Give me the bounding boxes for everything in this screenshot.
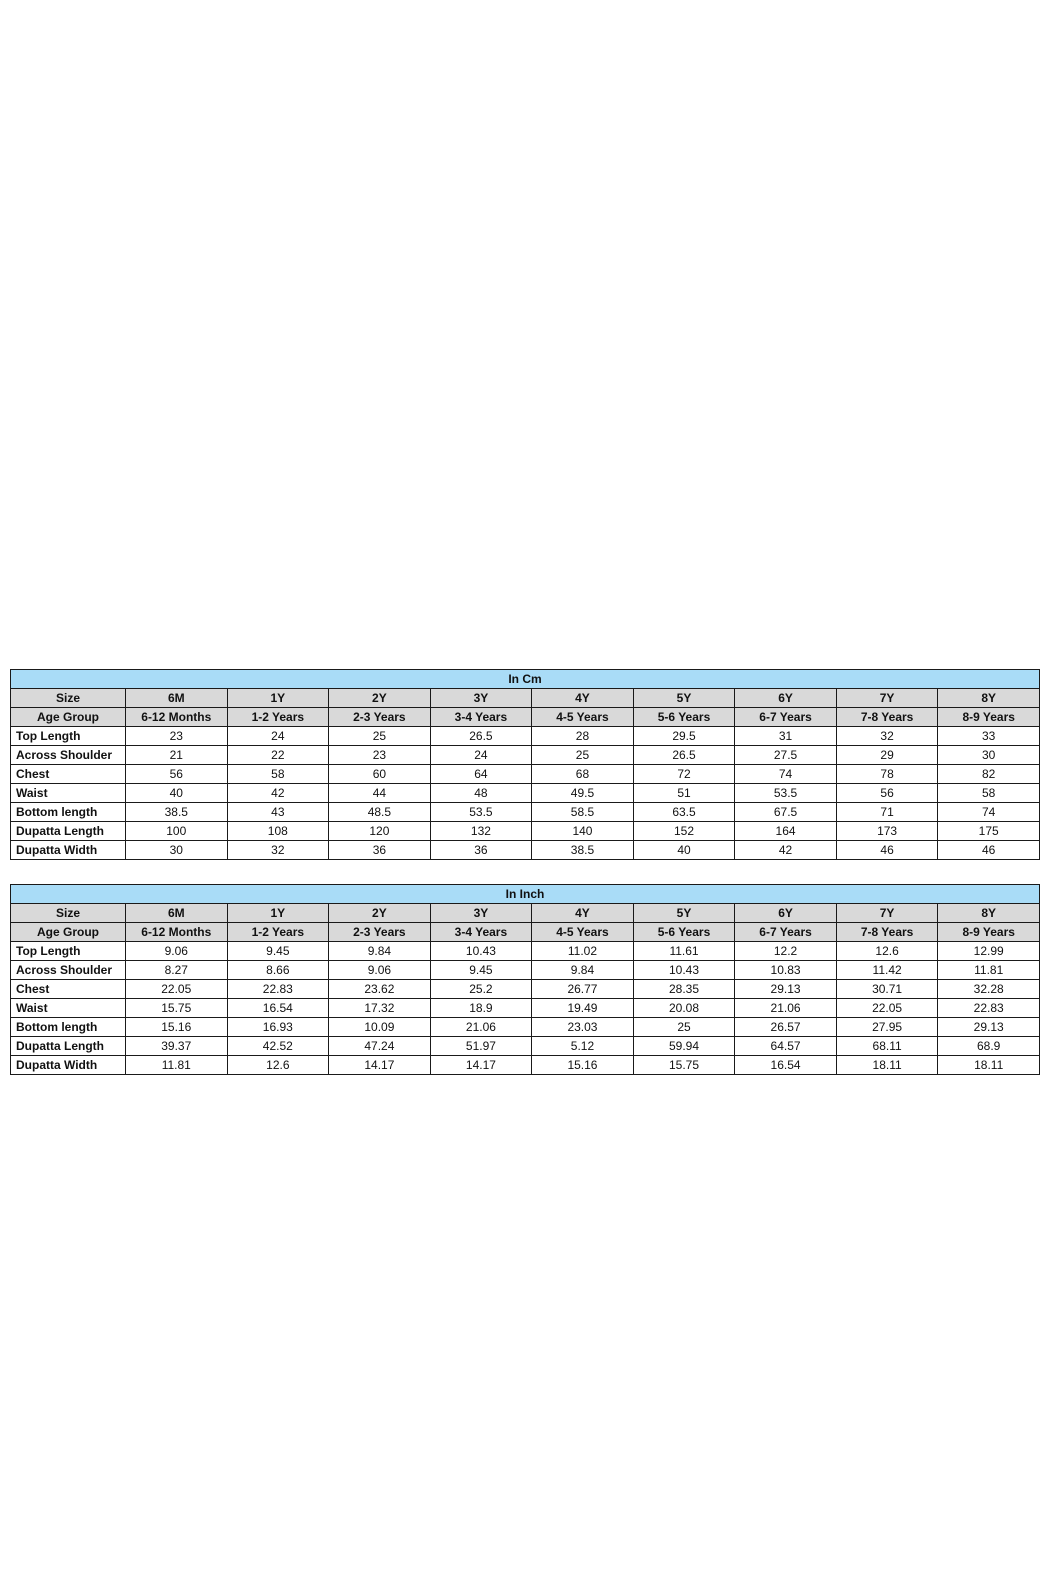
table-cell: 14.17 [329, 1056, 431, 1075]
table-cell: 23.03 [532, 1018, 634, 1037]
table-cell: 39.37 [126, 1037, 228, 1056]
age-group-cell: 1-2 Years [227, 708, 329, 727]
age-group-cell: 4-5 Years [532, 923, 634, 942]
row-label: Waist [11, 999, 126, 1018]
size-header-cell: 7Y [836, 904, 938, 923]
table-cell: 175 [938, 822, 1040, 841]
table-cell: 10.83 [735, 961, 837, 980]
table-cell: 21.06 [735, 999, 837, 1018]
table-cell: 9.84 [532, 961, 634, 980]
table-title: In Cm [11, 670, 1040, 689]
table-row-bottom-length [11, 1018, 1040, 1037]
size-header-cell: 2Y [329, 689, 431, 708]
table-cell: 29.13 [938, 1018, 1040, 1037]
size-header-cell: 8Y [938, 904, 1040, 923]
table-cell: 10.43 [633, 961, 735, 980]
table-cell: 22 [227, 746, 329, 765]
table-title: In Inch [11, 885, 1040, 904]
table-cell: 42 [735, 841, 837, 860]
row-label: Chest [11, 765, 126, 784]
size-chart-cm-table [10, 669, 1040, 860]
table-cell: 11.61 [633, 942, 735, 961]
table-cell: 152 [633, 822, 735, 841]
table-cell: 53.5 [735, 784, 837, 803]
table-cell: 21.06 [430, 1018, 532, 1037]
table-cell: 32.28 [938, 980, 1040, 999]
table-cell: 48 [430, 784, 532, 803]
table-cell: 25.2 [430, 980, 532, 999]
table-cell: 15.16 [532, 1056, 634, 1075]
table-cell: 11.81 [938, 961, 1040, 980]
table-cell: 22.83 [227, 980, 329, 999]
size-chart-inch-table [10, 884, 1040, 1075]
table-cell: 68 [532, 765, 634, 784]
table-cell: 11.42 [836, 961, 938, 980]
table-cell: 28.35 [633, 980, 735, 999]
table-cell: 32 [836, 727, 938, 746]
table-cell: 74 [938, 803, 1040, 822]
table-cell: 63.5 [633, 803, 735, 822]
table-cell: 100 [126, 822, 228, 841]
table-cell: 140 [532, 822, 634, 841]
table-cell: 21 [126, 746, 228, 765]
size-header-row [11, 904, 1040, 923]
age-group-cell: 6-7 Years [735, 708, 837, 727]
age-group-cell: 1-2 Years [227, 923, 329, 942]
row-label: Dupatta Width [11, 1056, 126, 1075]
size-header-cell: 6Y [735, 904, 837, 923]
table-cell: 36 [430, 841, 532, 860]
table-cell: 9.84 [329, 942, 431, 961]
table-cell: 53.5 [430, 803, 532, 822]
table-cell: 18.9 [430, 999, 532, 1018]
table-cell: 173 [836, 822, 938, 841]
row-label: Across Shoulder [11, 746, 126, 765]
table-cell: 15.16 [126, 1018, 228, 1037]
table-cell: 8.27 [126, 961, 228, 980]
age-group-cell: 5-6 Years [633, 923, 735, 942]
table-row-dupatta-width [11, 1056, 1040, 1075]
age-group-cell: 8-9 Years [938, 708, 1040, 727]
size-header-cell: 2Y [329, 904, 431, 923]
row-label: Dupatta Width [11, 841, 126, 860]
table-cell: 29.13 [735, 980, 837, 999]
size-header-cell: 5Y [633, 904, 735, 923]
table-cell: 12.6 [836, 942, 938, 961]
table-row-dupatta-length [11, 822, 1040, 841]
row-label: Top Length [11, 727, 126, 746]
table-cell: 5.12 [532, 1037, 634, 1056]
table-cell: 31 [735, 727, 837, 746]
size-header-cell: 4Y [532, 904, 634, 923]
size-header-cell: 8Y [938, 689, 1040, 708]
table-cell: 16.54 [735, 1056, 837, 1075]
table-cell: 46 [938, 841, 1040, 860]
table-cell: 19.49 [532, 999, 634, 1018]
age-group-cell: 2-3 Years [329, 923, 431, 942]
size-header-cell: 6M [126, 904, 228, 923]
age-group-cell: 6-7 Years [735, 923, 837, 942]
table-cell: 44 [329, 784, 431, 803]
table-cell: 67.5 [735, 803, 837, 822]
table-cell: 27.95 [836, 1018, 938, 1037]
table-cell: 9.06 [126, 942, 228, 961]
age-group-row [11, 923, 1040, 942]
table-cell: 17.32 [329, 999, 431, 1018]
table-cell: 78 [836, 765, 938, 784]
table-cell: 48.5 [329, 803, 431, 822]
table-cell: 38.5 [126, 803, 228, 822]
age-group-cell: 2-3 Years [329, 708, 431, 727]
table-cell: 29.5 [633, 727, 735, 746]
table-cell: 40 [633, 841, 735, 860]
table-cell: 58 [227, 765, 329, 784]
table-cell: 30.71 [836, 980, 938, 999]
table-cell: 26.5 [430, 727, 532, 746]
age-group-cell: 8-9 Years [938, 923, 1040, 942]
table-cell: 27.5 [735, 746, 837, 765]
table-cell: 30 [938, 746, 1040, 765]
row-label: Top Length [11, 942, 126, 961]
table-cell: 10.43 [430, 942, 532, 961]
row-label: Waist [11, 784, 126, 803]
table-cell: 26.77 [532, 980, 634, 999]
age-group-cell: 7-8 Years [836, 708, 938, 727]
table-cell: 15.75 [633, 1056, 735, 1075]
table-cell: 30 [126, 841, 228, 860]
table-row-across-shoulder [11, 961, 1040, 980]
table-cell: 29 [836, 746, 938, 765]
table-cell: 15.75 [126, 999, 228, 1018]
table-cell: 26.57 [735, 1018, 837, 1037]
table-cell: 25 [329, 727, 431, 746]
size-header-cell: 6Y [735, 689, 837, 708]
size-header-row [11, 689, 1040, 708]
table-row-waist [11, 999, 1040, 1018]
size-header-cell: 5Y [633, 689, 735, 708]
table-cell: 23 [329, 746, 431, 765]
table-cell: 26.5 [633, 746, 735, 765]
age-group-label: Age Group [11, 923, 126, 942]
size-header-label: Size [11, 904, 126, 923]
row-label: Across Shoulder [11, 961, 126, 980]
age-group-cell: 3-4 Years [430, 923, 532, 942]
table-cell: 58.5 [532, 803, 634, 822]
table-cell: 12.99 [938, 942, 1040, 961]
table-cell: 22.05 [126, 980, 228, 999]
table-cell: 36 [329, 841, 431, 860]
table-cell: 49.5 [532, 784, 634, 803]
table-cell: 74 [735, 765, 837, 784]
table-cell: 68.9 [938, 1037, 1040, 1056]
table-row-dupatta-length [11, 1037, 1040, 1056]
table-cell: 20.08 [633, 999, 735, 1018]
table-cell: 46 [836, 841, 938, 860]
table-cell: 9.45 [430, 961, 532, 980]
table-cell: 9.45 [227, 942, 329, 961]
table-cell: 72 [633, 765, 735, 784]
table-cell: 24 [430, 746, 532, 765]
row-label: Bottom length [11, 1018, 126, 1037]
size-header-cell: 4Y [532, 689, 634, 708]
table-cell: 24 [227, 727, 329, 746]
table-cell: 16.54 [227, 999, 329, 1018]
age-group-cell: 6-12 Months [126, 923, 228, 942]
table-row-dupatta-width [11, 841, 1040, 860]
table-cell: 16.93 [227, 1018, 329, 1037]
row-label: Bottom length [11, 803, 126, 822]
table-cell: 64 [430, 765, 532, 784]
table-cell: 8.66 [227, 961, 329, 980]
table-cell: 23 [126, 727, 228, 746]
age-group-cell: 5-6 Years [633, 708, 735, 727]
table-cell: 56 [126, 765, 228, 784]
table-cell: 51 [633, 784, 735, 803]
table-cell: 51.97 [430, 1037, 532, 1056]
table-cell: 25 [532, 746, 634, 765]
table-cell: 14.17 [430, 1056, 532, 1075]
row-label: Dupatta Length [11, 1037, 126, 1056]
size-header-cell: 7Y [836, 689, 938, 708]
table-cell: 43 [227, 803, 329, 822]
table-cell: 68.11 [836, 1037, 938, 1056]
table-row-waist [11, 784, 1040, 803]
table-cell: 64.57 [735, 1037, 837, 1056]
size-header-cell: 1Y [227, 689, 329, 708]
row-label: Dupatta Length [11, 822, 126, 841]
table-cell: 108 [227, 822, 329, 841]
table-cell: 59.94 [633, 1037, 735, 1056]
size-header-cell: 3Y [430, 689, 532, 708]
table-cell: 71 [836, 803, 938, 822]
size-header-cell: 1Y [227, 904, 329, 923]
table-title-row [11, 885, 1040, 904]
row-label: Chest [11, 980, 126, 999]
table-cell: 22.05 [836, 999, 938, 1018]
age-group-row [11, 708, 1040, 727]
table-cell: 28 [532, 727, 634, 746]
table-cell: 82 [938, 765, 1040, 784]
age-group-cell: 4-5 Years [532, 708, 634, 727]
table-cell: 42 [227, 784, 329, 803]
table-cell: 132 [430, 822, 532, 841]
table-row-across-shoulder [11, 746, 1040, 765]
table-cell: 120 [329, 822, 431, 841]
table-cell: 164 [735, 822, 837, 841]
table-cell: 38.5 [532, 841, 634, 860]
table-cell: 22.83 [938, 999, 1040, 1018]
table-cell: 11.81 [126, 1056, 228, 1075]
age-group-label: Age Group [11, 708, 126, 727]
table-cell: 58 [938, 784, 1040, 803]
table-row-chest [11, 765, 1040, 784]
table-cell: 33 [938, 727, 1040, 746]
age-group-cell: 3-4 Years [430, 708, 532, 727]
table-cell: 18.11 [836, 1056, 938, 1075]
table-cell: 42.52 [227, 1037, 329, 1056]
table-cell: 10.09 [329, 1018, 431, 1037]
table-cell: 23.62 [329, 980, 431, 999]
size-header-cell: 6M [126, 689, 228, 708]
table-row-chest [11, 980, 1040, 999]
table-cell: 12.6 [227, 1056, 329, 1075]
age-group-cell: 7-8 Years [836, 923, 938, 942]
table-cell: 56 [836, 784, 938, 803]
size-header-label: Size [11, 689, 126, 708]
table-cell: 11.02 [532, 942, 634, 961]
table-cell: 32 [227, 841, 329, 860]
table-row-bottom-length [11, 803, 1040, 822]
table-row-top-length [11, 942, 1040, 961]
table-cell: 18.11 [938, 1056, 1040, 1075]
age-group-cell: 6-12 Months [126, 708, 228, 727]
table-row-top-length [11, 727, 1040, 746]
table-cell: 9.06 [329, 961, 431, 980]
table-cell: 47.24 [329, 1037, 431, 1056]
table-cell: 60 [329, 765, 431, 784]
table-cell: 25 [633, 1018, 735, 1037]
table-title-row [11, 670, 1040, 689]
size-header-cell: 3Y [430, 904, 532, 923]
table-cell: 12.2 [735, 942, 837, 961]
table-cell: 40 [126, 784, 228, 803]
